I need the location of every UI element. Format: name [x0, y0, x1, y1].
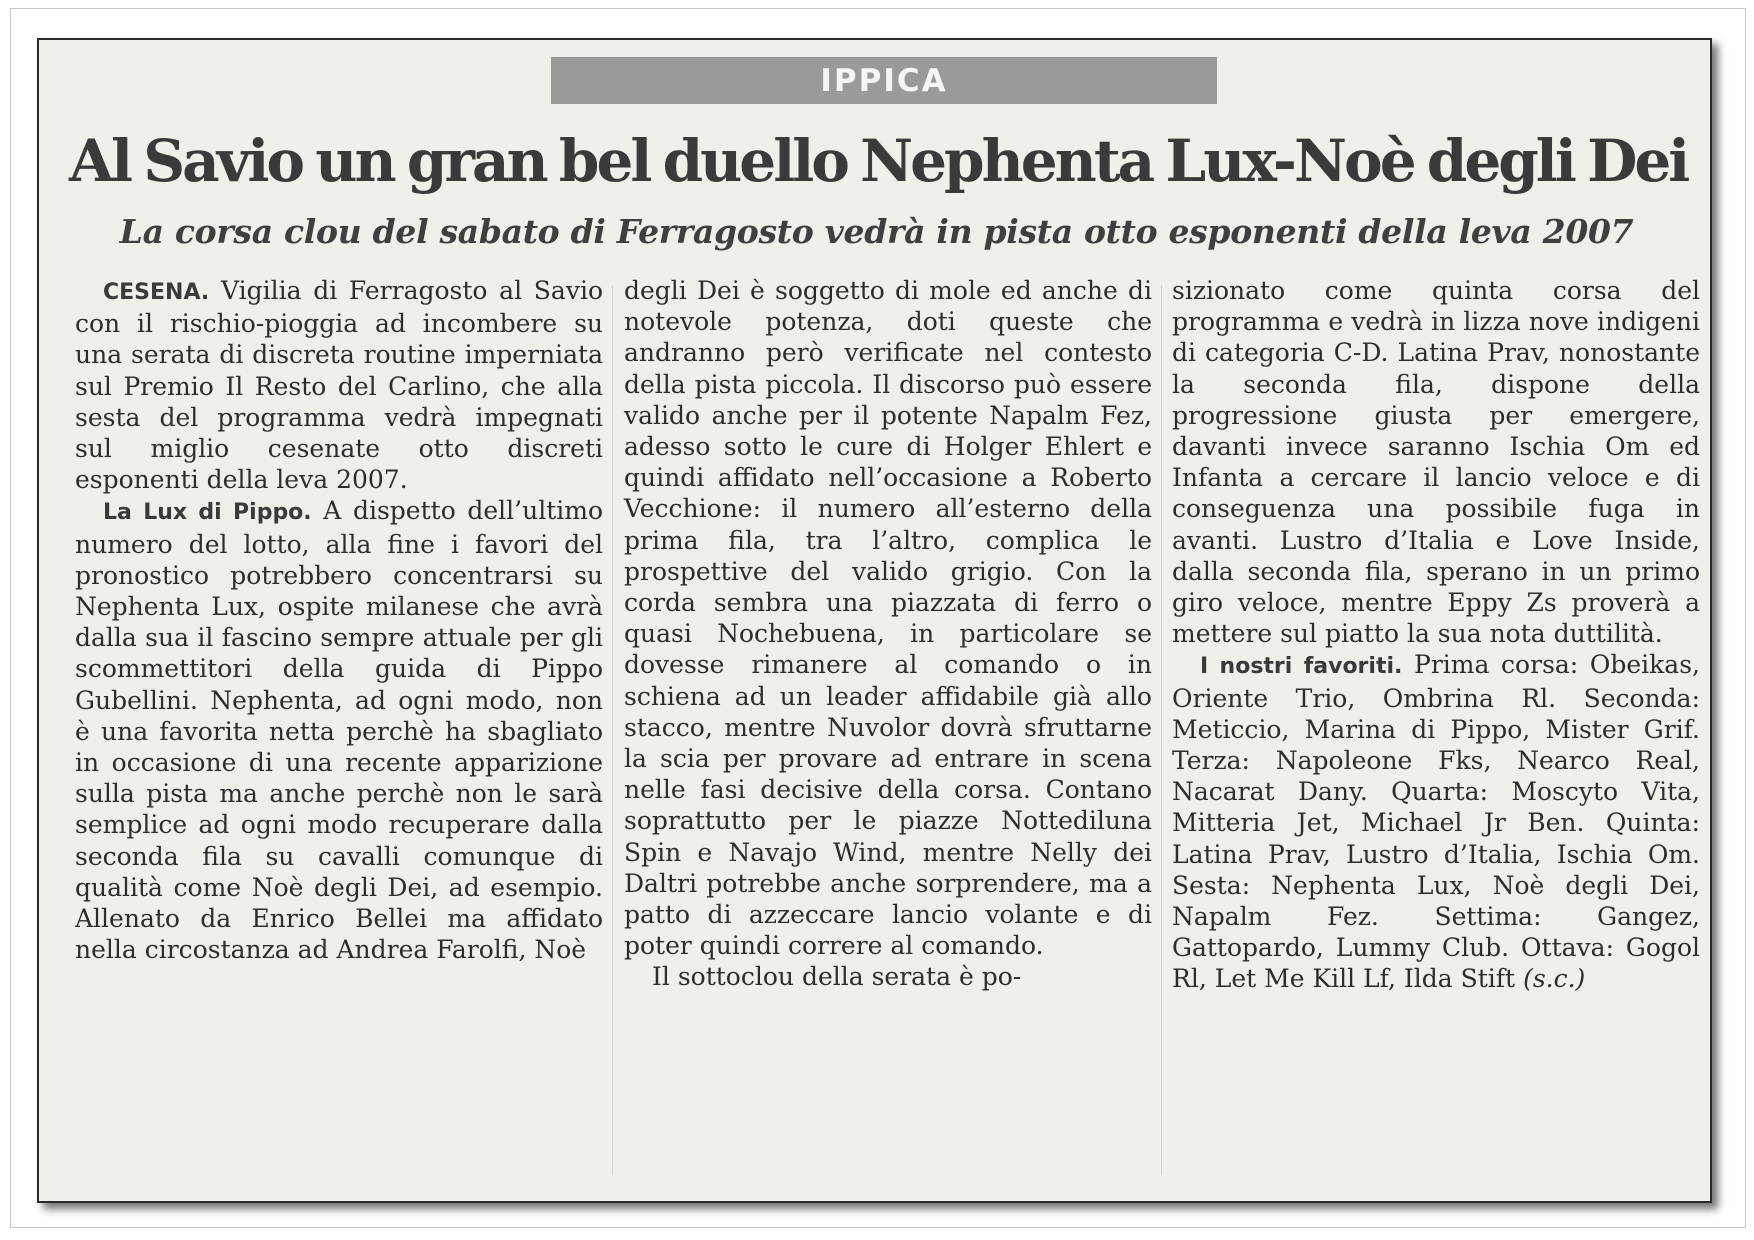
headline: Al Savio un gran bel duello Nephenta Lux-Noè degli Dei	[69, 127, 1688, 195]
paragraph-text: Il sottoclou della serata è po-	[652, 962, 1022, 992]
section-label: IPPICA	[820, 62, 948, 99]
paragraph-text: degli Dei è soggetto di mole ed anche di notevole potenza, doti queste che andranno però verificate nel contesto della pista piccola. Il discorso può essere valido anche per il potente Napalm Fez, adesso sotto le cure di Holger Ehlert e quindi affidato nell’occasione a Roberto Vecchione: il numero all’esterno della prima fila, tra l’altro, complica le prospettive del valido grigio. Con la corda sembra una piazzata di ferro o quasi Nochebuena, in particolare se dovesse rimanere al comando o in schiena ad un leader affidabile già allo stacco, mentre Nuvolor dovrà sfruttarne la scia per provare ad entrare in scena nelle fasi decisive della corsa. Contano soprattutto per le piazze Nottediluna Spin e Navajo Wind, mentre Nelly dei Daltri potrebbe anche sorprendere, ma a patto di azzeccare lancio volante e di poter quindi correre al comando.	[624, 276, 1152, 961]
paragraph-text: sizionato come quinta corsa del programma e vedrà in lizza nove indigeni di categoria C-D. Latina Prav, nonostante la seconda fila, dispone della progressione giusta per emergere, davanti invece saranno Ischia Om ed Infanta a cercare il lancio veloce e di conseguenza una possibile fuga in avanti. Lustro d’Italia e Love Inside, dalla seconda fila, sperano in un primo giro veloce, mentre Eppy Zs proverà a mettere sul piatto la sua nota duttilità.	[1172, 276, 1700, 649]
newspaper-clipping	[37, 38, 1712, 1203]
paragraph-text: Prima corsa: Obeikas, Oriente Trio, Ombrina Rl. Seconda: Meticcio, Marina di Pippo, Mister Grif. Terza: Napoleone Fks, Nearco Real, Nacarat Dany. Quarta: Moscyto Vita, Mitteria Jet, Michael Jr Ben. Quinta: Latina Prav, Lustro d’Italia, Ischia Om. Sesta: Nephenta Lux, Noè degli Dei, Napalm Fez. Settima: Gangez, Gattopardo, Lummy Club. Ottava: Gogol Rl, Let Me Kill Lf, Ilda Stift	[1172, 650, 1700, 994]
subheadline: La corsa clou del sabato di Ferragosto vedrà in pista otto esponenti della leva 2007	[119, 212, 1634, 251]
article-paragraph	[1172, 649, 1700, 994]
article-column-2	[624, 275, 1152, 993]
column-divider	[1161, 285, 1162, 1175]
article-paragraph	[1172, 275, 1700, 649]
article-paragraph	[624, 275, 1152, 961]
column-divider	[612, 285, 613, 1175]
article-column-3	[1172, 275, 1700, 995]
article-body	[39, 275, 1710, 1195]
paragraph-kicker: La Lux di Pippo.	[103, 500, 312, 526]
article-paragraph	[624, 961, 1152, 992]
dateline: CESENA.	[103, 280, 210, 305]
article-paragraph	[75, 275, 603, 495]
author-initials: (s.c.)	[1523, 964, 1586, 994]
paragraph-text: A dispetto dell’ultimo numero del lotto, alla fine i favori del pronostico potrebbero concentrarsi su Nephenta Lux, ospite milanese che avrà dalla sua il fascino sempre attuale per gli scommettitori della guida di Pippo Gubellini. Nephenta, ad ogni modo, non è una favorita netta perchè ha sbagliato in occasione di una recente apparizione sulla pista ma anche perchè non le sarà semplice ad ogni modo recuperare dalla seconda fila su cavalli comunque di qualità come Noè degli Dei, ad esempio. Allenato da Enrico Bellei ma affidato nella circostanza ad Andrea Farolfi, Noè	[75, 496, 603, 965]
article-paragraph	[75, 495, 603, 965]
paragraph-text: Vigilia di Ferragosto al Savio con il rischio-pioggia ad incombere su una serata di discreta routine imperniata sul Premio Il Resto del Carlino, che alla sesta del programma vedrà impegnati sul miglio cesenate otto discreti esponenti della leva 2007.	[75, 276, 603, 495]
section-bar	[551, 57, 1217, 104]
article-column-1	[75, 275, 603, 965]
paragraph-kicker: I nostri favoriti.	[1200, 654, 1403, 680]
